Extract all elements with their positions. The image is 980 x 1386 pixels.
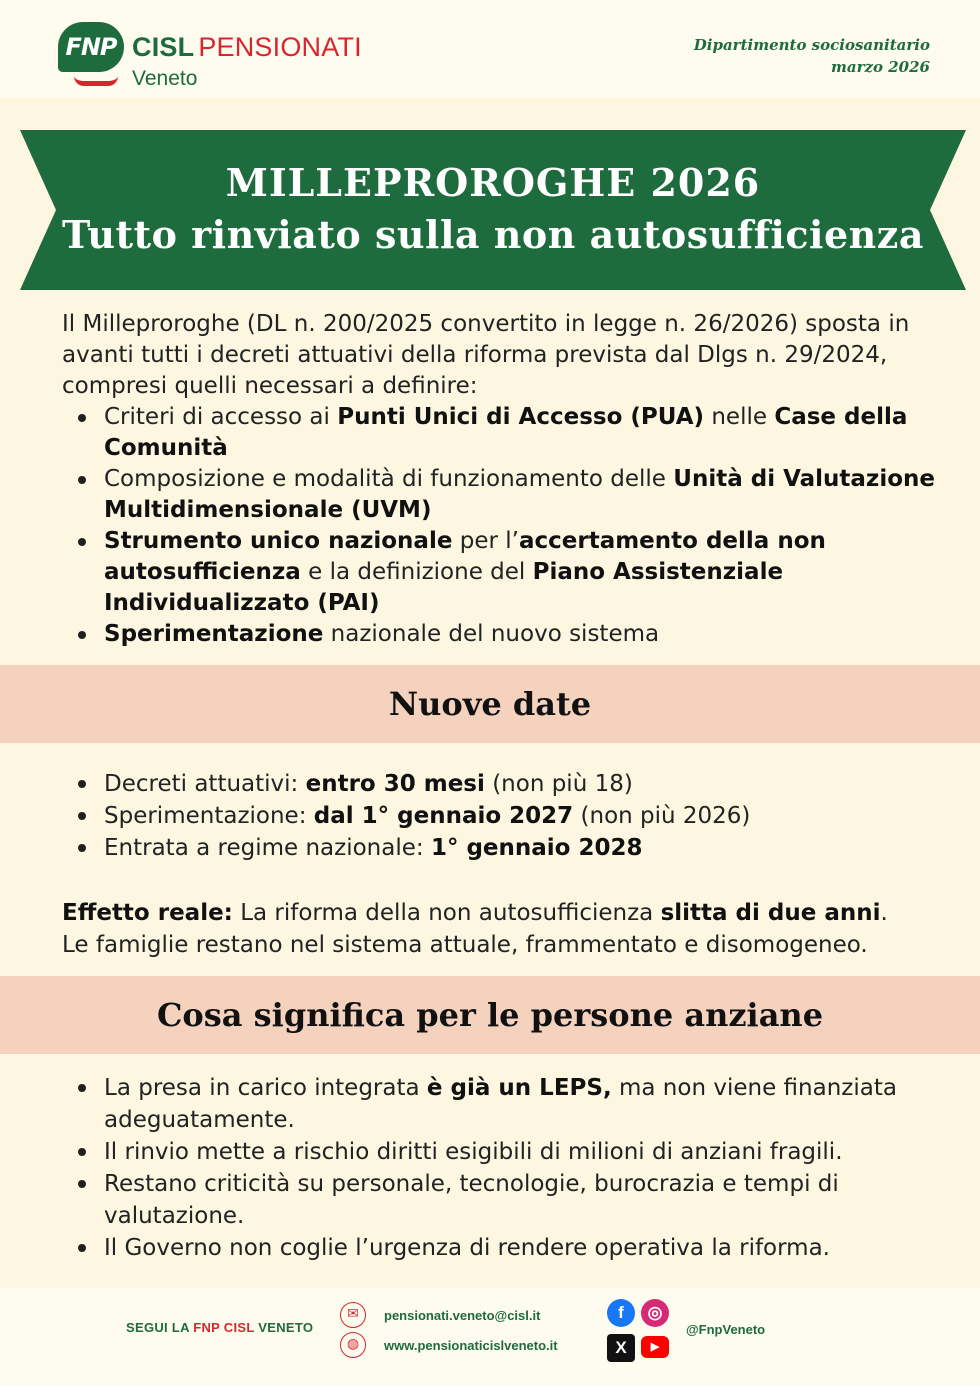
follow-label	[126, 1320, 313, 1335]
list-text: Sperimentazione:	[104, 803, 314, 829]
effect-line1	[62, 897, 942, 929]
list-bold: accertamento della non autosufficienza	[104, 528, 826, 585]
list-text: nelle	[704, 404, 775, 430]
list-bold: Case della Comunità	[104, 404, 908, 461]
list-text: per l’	[452, 528, 519, 554]
effect-text: .	[880, 900, 888, 926]
list-item: Il Governo non coglie l’urgenza di rendere operativa la riforma.	[62, 1232, 942, 1264]
follow-text: VENETO	[254, 1320, 314, 1335]
brand-region: Veneto	[132, 67, 198, 90]
elderly-list	[62, 1072, 942, 1264]
list-text: (non più 18)	[484, 771, 633, 797]
list-item	[62, 832, 942, 864]
effect-text: La riforma della non autosufficienza	[232, 900, 661, 926]
effect-bold: Effetto reale:	[62, 900, 233, 926]
page-header	[0, 0, 980, 98]
intro-paragraph: Il Milleproroghe (DL n. 200/2025 convertito in legge n. 26/2026) sposta in avanti tutti i decreti attuativi della riforma prevista dal Dlgs n. 29/2024, compresi quelli necessari a definire:	[62, 311, 910, 399]
list-bold: Sperimentazione	[104, 621, 324, 647]
facebook-icon[interactable]: f	[607, 1299, 635, 1327]
fnp-logo	[58, 22, 126, 84]
logo-badge-text: FNP	[58, 22, 124, 72]
instagram-icon[interactable]: ◎	[641, 1299, 669, 1327]
list-text: Criteri di accesso ai	[104, 404, 338, 430]
email-link[interactable]: pensionati.veneto@cisl.it	[384, 1308, 541, 1323]
youtube-icon[interactable]: ▶	[641, 1336, 669, 1358]
list-text: Entrata a regime nazionale:	[104, 835, 431, 861]
logo-swoosh	[74, 76, 118, 86]
list-item	[62, 1072, 942, 1136]
list-item: Il rinvio mette a rischio diritti esigibili di milioni di anziani fragili.	[62, 1136, 942, 1168]
globe-icon: ◍	[340, 1332, 366, 1358]
follow-brand: FNP CISL	[193, 1320, 255, 1335]
follow-text: SEGUI LA	[126, 1320, 194, 1335]
banner-title: MILLEPROROGHE 2026	[225, 160, 761, 205]
list-text: e la definizione del	[300, 559, 533, 585]
list-item: Restano criticità su personale, tecnologie, burocrazia e tempi di valutazione.	[62, 1168, 942, 1232]
list-bold: Unità di Valutazione Multidimensionale (UVM)	[104, 466, 935, 523]
effect-bold: slitta di due anni	[660, 900, 881, 926]
mail-icon: ✉	[340, 1302, 366, 1328]
brand-name	[132, 32, 362, 63]
list-bold: Piano Assistenziale Individualizzato (PAI)	[104, 559, 784, 616]
list-bold: 1° gennaio 2028	[430, 835, 643, 861]
publication-date: marzo 2026	[831, 58, 930, 76]
department-name: Dipartimento sociosanitario	[693, 36, 930, 54]
list-text: Composizione e modalità di funzionamento delle	[104, 466, 674, 492]
list-bold: dal 1° gennaio 2027	[313, 803, 574, 829]
list-item	[62, 619, 942, 650]
brand-pensionati: PENSIONATI	[198, 32, 362, 62]
dates-list	[62, 768, 942, 864]
website-link[interactable]: www.pensionaticislveneto.it	[384, 1338, 558, 1353]
list-bold: Strumento unico nazionale	[104, 528, 453, 554]
banner-subtitle: Tutto rinviato sulla non autosufficienza	[62, 212, 924, 257]
effect-paragraph	[62, 897, 942, 961]
social-handle[interactable]: @FnpVeneto	[686, 1322, 766, 1337]
department-info	[694, 34, 930, 78]
list-bold: Punti Unici di Accesso (PUA)	[337, 404, 705, 430]
list-item	[62, 800, 942, 832]
list-bold: è già un LEPS,	[426, 1075, 612, 1101]
list-text: (non più 2026)	[573, 803, 751, 829]
list-item	[62, 464, 942, 526]
effect-line2: Le famiglie restano nel sistema attuale, frammentato e disomogeneo.	[62, 932, 868, 958]
list-text: Decreti attuativi:	[104, 771, 306, 797]
section-header-elderly: Cosa significa per le persone anziane	[0, 976, 980, 1054]
list-item	[62, 402, 942, 464]
title-banner	[20, 130, 966, 290]
page-footer	[0, 1288, 980, 1386]
list-item	[62, 526, 942, 619]
list-text: La presa in carico integrata	[104, 1075, 427, 1101]
decrees-list	[62, 402, 942, 650]
list-item	[62, 768, 942, 800]
list-text: nazionale del nuovo sistema	[323, 621, 660, 647]
list-bold: entro 30 mesi	[305, 771, 485, 797]
list-text: ma non viene finanziata adeguatamente.	[104, 1075, 897, 1133]
x-icon[interactable]: X	[607, 1334, 635, 1362]
section-header-dates: Nuove date	[0, 665, 980, 743]
brand-cisl: CISL	[132, 32, 195, 62]
